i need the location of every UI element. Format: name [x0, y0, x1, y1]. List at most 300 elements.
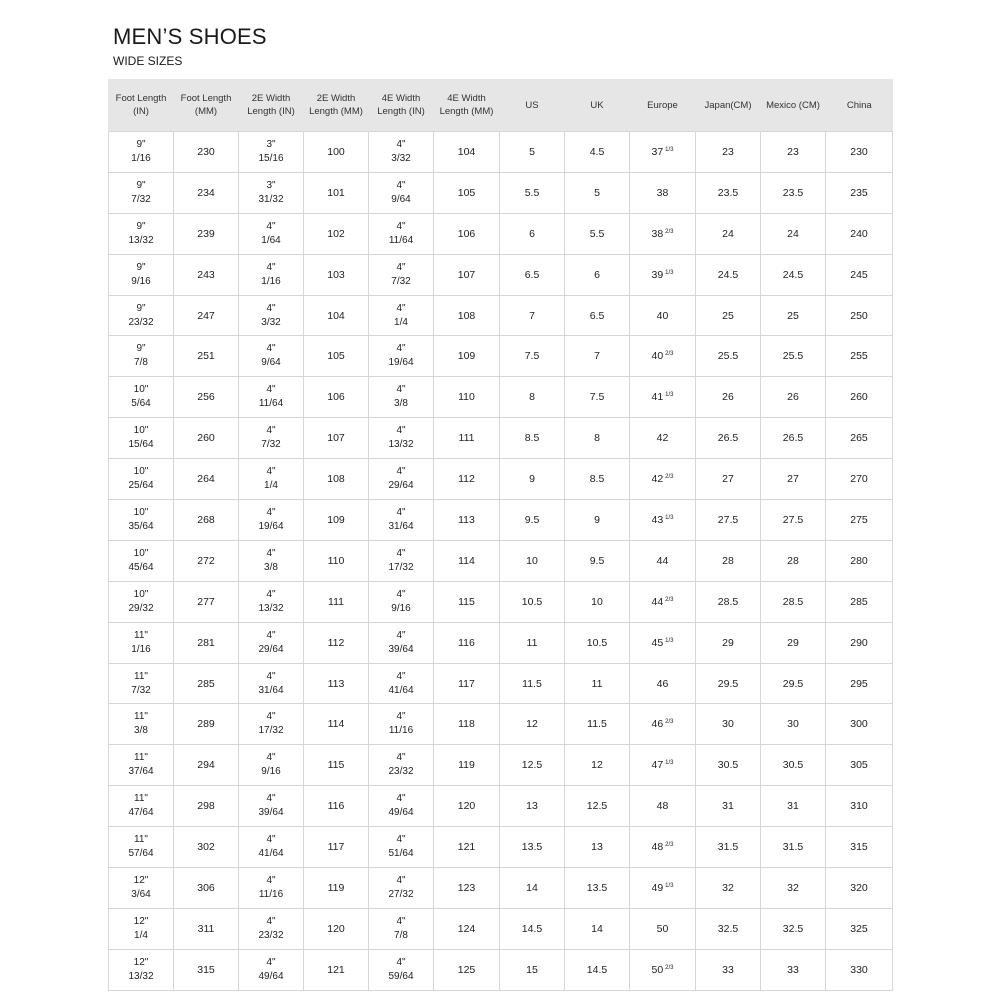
table-cell: 24 — [696, 213, 761, 254]
fraction-value — [109, 833, 173, 861]
table-cell — [630, 786, 696, 827]
fraction-inches: 49/64 — [388, 807, 414, 819]
table-cell — [239, 132, 304, 173]
europe-size-fraction: 1/3 — [665, 637, 674, 644]
table-cell: 30.5 — [696, 745, 761, 786]
europe-size: 38 — [656, 186, 669, 199]
whole-inches: 4" — [396, 588, 406, 600]
europe-size: 44 — [651, 595, 664, 608]
table-row — [109, 172, 893, 213]
column-header — [696, 79, 761, 132]
table-cell — [239, 949, 304, 990]
table-row — [109, 704, 893, 745]
europe-size: 41 — [651, 391, 664, 404]
fraction-value — [109, 915, 173, 943]
table-cell: 24.5 — [761, 254, 826, 295]
table-cell: 115 — [434, 581, 500, 622]
table-cell — [109, 377, 174, 418]
column-header-line: UK — [590, 99, 604, 111]
column-header-line: Foot Length — [115, 93, 167, 104]
table-cell — [109, 213, 174, 254]
table-cell: 27 — [761, 459, 826, 500]
table-cell: 9.5 — [500, 500, 565, 541]
table-cell: 5 — [500, 132, 565, 173]
europe-size-fraction: 2/3 — [665, 351, 674, 358]
table-cell: 277 — [174, 581, 239, 622]
column-header — [174, 79, 239, 132]
table-cell: 9 — [500, 459, 565, 500]
table-cell: 100 — [304, 132, 369, 173]
whole-inches: 4" — [396, 956, 406, 968]
table-cell: 6.5 — [565, 295, 630, 336]
table-cell: 27.5 — [696, 500, 761, 541]
table-cell: 10.5 — [565, 622, 630, 663]
table-cell: 29.5 — [761, 663, 826, 704]
table-row — [109, 868, 893, 909]
table-cell: 116 — [304, 786, 369, 827]
table-cell: 302 — [174, 827, 239, 868]
column-header-line: (IN) — [133, 106, 149, 117]
fraction-inches: 15/16 — [258, 152, 284, 164]
table-cell: 8 — [500, 377, 565, 418]
table-cell — [109, 704, 174, 745]
fraction-inches: 11/64 — [258, 398, 284, 410]
whole-inches: 11" — [134, 834, 148, 846]
fraction-value — [369, 465, 433, 493]
fraction-inches: 45/64 — [128, 561, 154, 573]
table-cell — [109, 500, 174, 541]
column-header-line: 2E Width — [251, 93, 291, 104]
table-cell: 112 — [434, 459, 500, 500]
table-cell: 14.5 — [500, 908, 565, 949]
table-cell: 4.5 — [565, 132, 630, 173]
fraction-inches: 59/64 — [388, 970, 414, 982]
table-cell — [369, 540, 434, 581]
whole-inches: 4" — [266, 915, 276, 927]
table-cell: 13.5 — [565, 868, 630, 909]
fraction-inches: 1/16 — [131, 643, 151, 655]
fraction-value — [239, 833, 303, 861]
fraction-inches: 9/16 — [131, 275, 151, 287]
europe-size: 50 — [651, 963, 664, 976]
table-cell: 119 — [304, 868, 369, 909]
europe-size: 43 — [651, 513, 664, 526]
fraction-value — [369, 220, 433, 248]
fraction-value — [109, 670, 173, 698]
table-cell: 12 — [500, 704, 565, 745]
table-cell: 305 — [826, 745, 893, 786]
table-cell: 106 — [304, 377, 369, 418]
table-cell: 115 — [304, 745, 369, 786]
whole-inches: 4" — [266, 343, 276, 355]
europe-size: 46 — [651, 718, 664, 731]
table-cell: 116 — [434, 622, 500, 663]
column-header-line: (MM) — [194, 106, 218, 117]
table-cell: 30 — [761, 704, 826, 745]
table-cell: 31 — [761, 786, 826, 827]
column-header — [239, 79, 304, 132]
fraction-inches: 39/64 — [258, 807, 284, 819]
table-row — [109, 622, 893, 663]
table-cell: 260 — [174, 418, 239, 459]
column-header — [826, 79, 893, 132]
fraction-value — [109, 465, 173, 493]
fraction-inches: 37/64 — [128, 766, 154, 778]
fraction-value — [369, 956, 433, 984]
table-cell: 31 — [696, 786, 761, 827]
fraction-inches: 7/8 — [134, 357, 148, 369]
europe-size: 48 — [656, 800, 669, 813]
table-cell: 243 — [174, 254, 239, 295]
table-cell: 28 — [696, 540, 761, 581]
table-cell: 105 — [434, 172, 500, 213]
fraction-inches: 23/32 — [258, 929, 284, 941]
table-cell — [630, 745, 696, 786]
fraction-value — [109, 220, 173, 248]
table-cell — [109, 622, 174, 663]
whole-inches: 4" — [266, 425, 276, 437]
table-cell: 31.5 — [696, 827, 761, 868]
table-cell — [239, 459, 304, 500]
table-cell: 114 — [434, 540, 500, 581]
table-row — [109, 459, 893, 500]
europe-size-fraction: 2/3 — [665, 596, 674, 603]
fraction-value — [239, 588, 303, 616]
column-header-line: Length (MM) — [439, 106, 494, 117]
fraction-inches: 1/16 — [261, 275, 281, 287]
table-cell — [630, 581, 696, 622]
table-cell — [369, 254, 434, 295]
table-cell: 235 — [826, 172, 893, 213]
whole-inches: 4" — [266, 588, 276, 600]
table-row — [109, 786, 893, 827]
table-cell — [109, 540, 174, 581]
table-cell — [630, 295, 696, 336]
whole-inches: 4" — [266, 752, 276, 764]
table-cell: 28.5 — [696, 581, 761, 622]
whole-inches: 3" — [266, 179, 276, 191]
whole-inches: 10" — [133, 466, 149, 478]
column-header-line: Europe — [647, 99, 678, 111]
whole-inches: 11" — [134, 711, 148, 723]
table-cell — [369, 336, 434, 377]
table-cell: 124 — [434, 908, 500, 949]
whole-inches: 4" — [396, 547, 406, 559]
whole-inches: 4" — [396, 711, 406, 723]
whole-inches: 12" — [133, 956, 149, 968]
fraction-inches: 19/64 — [258, 520, 284, 532]
table-cell — [630, 908, 696, 949]
fraction-value — [109, 424, 173, 452]
table-cell: 275 — [826, 500, 893, 541]
table-cell — [239, 172, 304, 213]
fraction-inches: 29/32 — [128, 602, 154, 614]
whole-inches: 4" — [266, 670, 276, 682]
table-cell: 230 — [826, 132, 893, 173]
table-cell: 29 — [761, 622, 826, 663]
fraction-value — [239, 465, 303, 493]
fraction-value — [239, 874, 303, 902]
table-cell: 29 — [696, 622, 761, 663]
table-cell: 25.5 — [696, 336, 761, 377]
table-cell: 255 — [826, 336, 893, 377]
europe-size: 42 — [651, 473, 664, 486]
fraction-inches: 35/64 — [128, 520, 154, 532]
europe-size: 39 — [651, 268, 664, 281]
europe-size-fraction: 1/3 — [665, 760, 674, 767]
fraction-value — [109, 506, 173, 534]
whole-inches: 12" — [133, 915, 149, 927]
table-cell: 28 — [761, 540, 826, 581]
table-cell: 270 — [826, 459, 893, 500]
table-cell: 256 — [174, 377, 239, 418]
table-cell — [630, 663, 696, 704]
table-cell: 234 — [174, 172, 239, 213]
europe-size: 45 — [651, 636, 664, 649]
table-cell: 12.5 — [565, 786, 630, 827]
whole-inches: 4" — [266, 874, 276, 886]
fraction-value — [369, 915, 433, 943]
whole-inches: 4" — [396, 506, 406, 518]
table-cell: 110 — [434, 377, 500, 418]
europe-size: 47 — [651, 759, 664, 772]
table-row — [109, 254, 893, 295]
fraction-value — [369, 506, 433, 534]
table-cell: 28.5 — [761, 581, 826, 622]
table-cell — [239, 786, 304, 827]
table-cell: 7 — [500, 295, 565, 336]
fraction-inches: 13/32 — [258, 602, 284, 614]
column-header-line: US — [525, 99, 539, 111]
fraction-value — [239, 179, 303, 207]
table-cell — [630, 213, 696, 254]
whole-inches: 4" — [396, 629, 406, 641]
fraction-value — [239, 629, 303, 657]
table-cell: 295 — [826, 663, 893, 704]
fraction-value — [239, 342, 303, 370]
table-cell — [630, 827, 696, 868]
table-cell — [369, 745, 434, 786]
table-cell: 111 — [434, 418, 500, 459]
fraction-inches: 3/32 — [391, 152, 411, 164]
whole-inches: 4" — [396, 834, 406, 846]
whole-inches: 4" — [396, 466, 406, 478]
table-row — [109, 132, 893, 173]
fraction-inches: 1/16 — [131, 152, 151, 164]
fraction-inches: 13/32 — [388, 439, 414, 451]
whole-inches: 4" — [396, 425, 406, 437]
fraction-value — [239, 547, 303, 575]
table-cell — [369, 295, 434, 336]
whole-inches: 9" — [136, 179, 146, 191]
fraction-inches: 13/32 — [128, 970, 154, 982]
table-cell: 25.5 — [761, 336, 826, 377]
fraction-value — [109, 179, 173, 207]
table-row — [109, 377, 893, 418]
page-title: MEN’S SHOES — [113, 24, 267, 49]
column-header-line: 2E Width — [316, 93, 356, 104]
table-cell — [239, 581, 304, 622]
whole-inches: 4" — [266, 302, 276, 314]
table-cell: 107 — [434, 254, 500, 295]
table-cell — [109, 786, 174, 827]
column-header-line: Length (IN) — [247, 106, 295, 117]
europe-size-fraction: 1/3 — [665, 146, 674, 153]
europe-size: 37 — [651, 145, 664, 158]
europe-size-fraction: 2/3 — [665, 719, 674, 726]
table-cell: 121 — [304, 949, 369, 990]
fraction-inches: 1/4 — [264, 480, 278, 492]
table-cell: 119 — [434, 745, 500, 786]
table-cell: 300 — [826, 704, 893, 745]
table-cell — [239, 745, 304, 786]
table-cell: 6 — [565, 254, 630, 295]
fraction-inches: 7/32 — [261, 439, 281, 451]
table-cell — [630, 336, 696, 377]
whole-inches: 4" — [266, 384, 276, 396]
table-cell: 272 — [174, 540, 239, 581]
table-cell: 290 — [826, 622, 893, 663]
fraction-inches: 5/64 — [131, 398, 151, 410]
whole-inches: 4" — [396, 138, 406, 150]
table-cell: 7 — [565, 336, 630, 377]
fraction-value — [369, 792, 433, 820]
fraction-inches: 3/64 — [131, 888, 151, 900]
table-row — [109, 581, 893, 622]
whole-inches: 11" — [134, 629, 148, 641]
whole-inches: 4" — [396, 384, 406, 396]
table-cell: 13 — [565, 827, 630, 868]
table-cell: 13.5 — [500, 827, 565, 868]
table-cell: 9.5 — [565, 540, 630, 581]
fraction-value — [239, 670, 303, 698]
table-cell: 109 — [434, 336, 500, 377]
page-subtitle: WIDE SIZES — [113, 54, 183, 68]
fraction-inches: 25/64 — [128, 480, 154, 492]
europe-size-fraction: 1/3 — [665, 514, 674, 521]
table-cell: 108 — [304, 459, 369, 500]
fraction-inches: 11/64 — [388, 234, 414, 246]
table-cell: 26.5 — [696, 418, 761, 459]
whole-inches: 9" — [136, 220, 146, 232]
fraction-value — [369, 179, 433, 207]
fraction-value — [369, 710, 433, 738]
table-cell — [109, 745, 174, 786]
table-cell: 6 — [500, 213, 565, 254]
fraction-inches: 1/64 — [261, 234, 281, 246]
column-header — [630, 79, 696, 132]
table-cell: 117 — [434, 663, 500, 704]
table-row — [109, 745, 893, 786]
table-cell: 25 — [761, 295, 826, 336]
table-cell — [630, 132, 696, 173]
table-row — [109, 500, 893, 541]
table-cell: 32 — [696, 868, 761, 909]
whole-inches: 9" — [136, 261, 146, 273]
table-cell: 325 — [826, 908, 893, 949]
fraction-inches: 17/32 — [258, 725, 284, 737]
table-cell: 311 — [174, 908, 239, 949]
fraction-inches: 39/64 — [388, 643, 414, 655]
table-cell — [369, 908, 434, 949]
table-cell: 117 — [304, 827, 369, 868]
table-cell: 29.5 — [696, 663, 761, 704]
whole-inches: 9" — [136, 138, 146, 150]
column-header — [434, 79, 500, 132]
table-cell: 245 — [826, 254, 893, 295]
column-header — [109, 79, 174, 132]
table-cell: 120 — [304, 908, 369, 949]
table-cell: 27 — [696, 459, 761, 500]
fraction-value — [109, 956, 173, 984]
column-header-line: Length (MM) — [309, 106, 363, 117]
table-cell — [239, 704, 304, 745]
whole-inches: 4" — [266, 261, 276, 273]
whole-inches: 10" — [133, 384, 149, 396]
table-cell — [630, 377, 696, 418]
table-cell — [239, 336, 304, 377]
table-cell: 23.5 — [761, 172, 826, 213]
fraction-value — [109, 302, 173, 330]
table-cell: 15 — [500, 949, 565, 990]
table-cell: 118 — [434, 704, 500, 745]
table-cell: 14 — [565, 908, 630, 949]
fraction-value — [239, 956, 303, 984]
fraction-value — [109, 874, 173, 902]
table-cell: 112 — [304, 622, 369, 663]
table-cell: 113 — [434, 500, 500, 541]
fraction-inches: 57/64 — [128, 848, 154, 860]
table-cell: 25 — [696, 295, 761, 336]
table-cell: 7.5 — [565, 377, 630, 418]
table-cell — [369, 418, 434, 459]
fraction-inches: 7/32 — [131, 193, 151, 205]
europe-size: 48 — [651, 841, 664, 854]
column-header-line: Japan(CM) — [704, 99, 752, 111]
fraction-value — [109, 792, 173, 820]
fraction-inches: 7/8 — [394, 929, 408, 941]
europe-size: 42 — [656, 432, 669, 445]
whole-inches: 4" — [396, 670, 406, 682]
column-header — [565, 79, 630, 132]
table-cell — [239, 500, 304, 541]
table-cell: 32.5 — [696, 908, 761, 949]
table-cell: 285 — [174, 663, 239, 704]
europe-size: 46 — [656, 677, 669, 690]
table-cell — [109, 172, 174, 213]
table-cell — [109, 663, 174, 704]
fraction-inches: 3/8 — [134, 725, 148, 737]
table-cell — [630, 540, 696, 581]
whole-inches: 4" — [396, 179, 406, 191]
whole-inches: 10" — [133, 425, 149, 437]
table-cell: 281 — [174, 622, 239, 663]
whole-inches: 12" — [133, 874, 149, 886]
europe-size: 40 — [651, 350, 664, 363]
table-cell: 251 — [174, 336, 239, 377]
table-cell: 280 — [826, 540, 893, 581]
table-cell: 110 — [304, 540, 369, 581]
table-cell: 106 — [434, 213, 500, 254]
table-cell — [630, 172, 696, 213]
table-cell: 289 — [174, 704, 239, 745]
table-cell — [369, 132, 434, 173]
fraction-inches: 13/32 — [128, 234, 154, 246]
table-cell: 239 — [174, 213, 239, 254]
europe-size: 50 — [656, 922, 669, 935]
table-cell: 31.5 — [761, 827, 826, 868]
europe-size: 44 — [656, 554, 669, 567]
